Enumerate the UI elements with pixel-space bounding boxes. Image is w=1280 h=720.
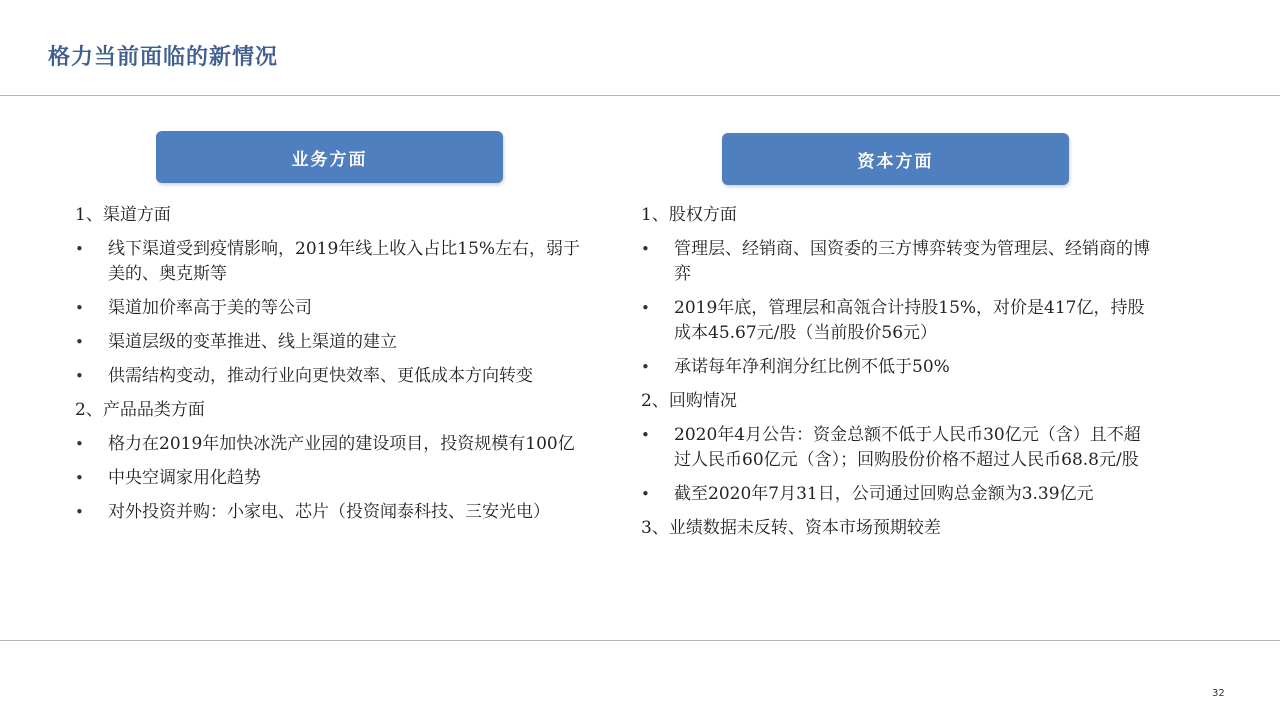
bullet-icon: •: [641, 485, 650, 503]
list-item: [75, 330, 595, 355]
list-item: [75, 432, 595, 457]
list-item-text: 对外投资并购：小家电、芯片（投资闻泰科技、三安光电）: [108, 502, 550, 522]
list-item: [75, 296, 595, 321]
list-item-text: 渠道加价率高于美的等公司: [108, 298, 312, 318]
business-column: [75, 203, 595, 534]
list-item-text: 渠道层级的变革推进、线上渠道的建立: [108, 332, 397, 352]
bullet-icon: •: [641, 358, 650, 376]
equity-heading: 1、股权方面: [641, 205, 737, 225]
list-item-text: 线下渠道受到疫情影响，2019年线上收入占比15%左右，弱于美的、奥克斯等: [108, 239, 581, 284]
performance-heading: 3、业绩数据未反转、资本市场预期较差: [641, 518, 941, 538]
page-number: 32: [1212, 688, 1225, 699]
list-item-text: 承诺每年净利润分红比例不低于50%: [674, 357, 950, 377]
list-item-text: 格力在2019年加快冰洗产业园的建设项目，投资规模有100亿: [108, 434, 575, 454]
list-item: [75, 500, 595, 525]
list-item: [641, 296, 1161, 346]
bottom-divider: [0, 640, 1280, 641]
channel-heading: 1、渠道方面: [75, 205, 171, 225]
list-item: [641, 482, 1161, 507]
bullet-icon: •: [75, 435, 84, 453]
list-item-text: 中央空调家用化趋势: [108, 468, 261, 488]
list-item: [641, 355, 1161, 380]
list-item: [75, 237, 595, 287]
list-item: [75, 466, 595, 491]
bullet-icon: •: [75, 299, 84, 317]
list-item: [641, 237, 1161, 287]
capital-column: [641, 203, 1161, 550]
list-item-text: 截至2020年7月31日，公司通过回购总金额为3.39亿元: [674, 484, 1094, 504]
list-item-text: 2019年底，管理层和高瓴合计持股15%，对价是417亿，持股成本45.67元/股（当前股价56元）: [674, 298, 1145, 343]
list-item: [641, 423, 1161, 473]
bullet-icon: •: [75, 367, 84, 385]
list-item: [75, 364, 595, 389]
bullet-icon: •: [75, 240, 84, 258]
bullet-icon: •: [641, 240, 650, 258]
bullet-icon: •: [75, 333, 84, 351]
bullet-icon: •: [641, 426, 650, 444]
product-category-heading: 2、产品品类方面: [75, 400, 205, 420]
business-section-button[interactable]: 业务方面: [156, 131, 503, 183]
list-item-text: 供需结构变动，推动行业向更快效率、更低成本方向转变: [108, 366, 533, 386]
capital-section-button[interactable]: 资本方面: [722, 133, 1069, 185]
bullet-icon: •: [75, 503, 84, 521]
list-item-text: 2020年4月公告：资金总额不低于人民币30亿元（含）且不超过人民币60亿元（含）；回购股份价格不超过人民币68.8元/股: [674, 425, 1141, 470]
page-title: 格力当前面临的新情况: [48, 44, 279, 70]
bullet-icon: •: [641, 299, 650, 317]
list-item-text: 管理层、经销商、国资委的三方博弈转变为管理层、经销商的博弈: [674, 239, 1150, 284]
buyback-heading: 2、回购情况: [641, 391, 737, 411]
top-divider: [0, 95, 1280, 96]
bullet-icon: •: [75, 469, 84, 487]
